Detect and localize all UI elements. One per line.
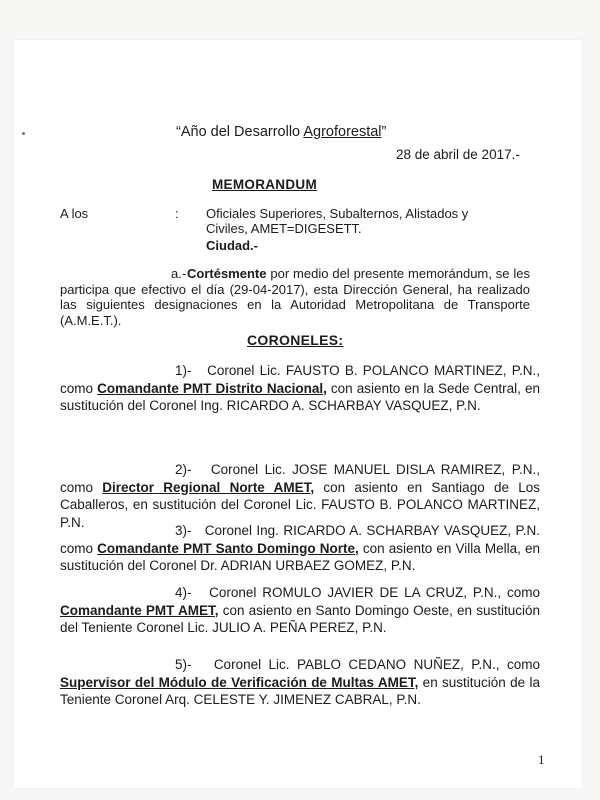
motto-prefix: “Año del Desarrollo (176, 124, 304, 140)
memo-date: 28 de abril de 2017.- (396, 147, 520, 162)
item-text-pre: Coronel ROMULO JAVIER DE LA CRUZ, P.N., como (209, 585, 540, 600)
to-recipients: Oficiales Superiores, Subalternos, Alistados y Civiles, AMET=DIGESETT. (206, 206, 469, 236)
item-text-pre: Coronel Lic. PABLO CEDANO NUÑEZ, P.N., como (213, 657, 540, 672)
item-text-pre: Coronel Lic. JOSE MANUEL DISLA RAMIREZ, P.N., como (60, 462, 540, 495)
item-role: Comandante PMT Santo Domingo Norte, (97, 540, 359, 556)
year-motto (176, 124, 386, 140)
section-heading: CORONELES: (247, 332, 344, 348)
item-text-pre: Coronel Lic. FAUSTO B. POLANCO MARTINEZ, P.N., como (60, 363, 540, 396)
item-role: Comandante PMT AMET, (60, 602, 219, 618)
designation-item-1 (60, 362, 540, 415)
item-marker: 3)- (175, 523, 192, 538)
page-number: 1 (538, 752, 545, 767)
item-text-pre: Coronel Ing. RICARDO A. SCHARBAY VASQUEZ, P.N. como (60, 523, 540, 556)
intro-marker: a.- (171, 266, 187, 281)
intro-paragraph (60, 266, 530, 328)
to-colon: : (175, 206, 179, 221)
scan-speck (22, 132, 25, 135)
item-marker: 1)- (175, 363, 192, 378)
item-text-post: con asiento en Santiago de Los Caballeros, en sustitución del Coronel Lic. FAUSTO B. POLANCO MARTINEZ, P.N. (60, 479, 541, 530)
item-role: Director Regional Norte AMET, (102, 479, 315, 495)
item-role: Supervisor del Módulo de Verificación de Multas AMET, (60, 674, 419, 690)
designation-item-5 (60, 656, 540, 709)
designation-item-4 (60, 584, 540, 637)
item-text-post: con asiento en Santo Domingo Oeste, en sustitución del Teniente Coronel Lic. JULIO A. PEÑA PEREZ, P.N. (60, 602, 540, 635)
item-text-post: con asiento en Villa Mella, en sustitución del Coronel Dr. ADRIAN URBAEZ GOMEZ, P.N. (60, 540, 540, 573)
motto-underlined-word: Agroforestal (303, 124, 382, 140)
memo-title: MEMORANDUM (212, 177, 317, 192)
intro-text: por medio del presente memorándum, se les participa que efectivo el día (29-04-2017), esta Dirección General, ha realizado las siguientes designaciones en la Autoridad Metropolitana de Transporte (A.M.E.T.). (60, 266, 530, 328)
item-marker: 2)- (175, 462, 192, 477)
item-role: Comandante PMT Distrito Nacional, (97, 380, 327, 396)
item-marker: 5)- (175, 657, 192, 672)
item-text-post: con asiento en la Sede Central, en sustitución del Coronel Ing. RICARDO A. SCHARBAY VASQUEZ, P.N. (60, 380, 540, 413)
designation-item-3 (60, 522, 540, 575)
item-text-post: en sustitución de la Teniente Coronel Arq. CELESTE Y. JIMENEZ CABRAL, P.N. (60, 674, 540, 707)
to-label: A los (60, 206, 89, 221)
designation-item-2 (60, 461, 540, 531)
item-marker: 4)- (175, 585, 192, 600)
to-city: Ciudad.- (206, 238, 258, 253)
motto-suffix: ” (381, 124, 387, 140)
intro-bold-word: Cortésmente (187, 266, 267, 281)
